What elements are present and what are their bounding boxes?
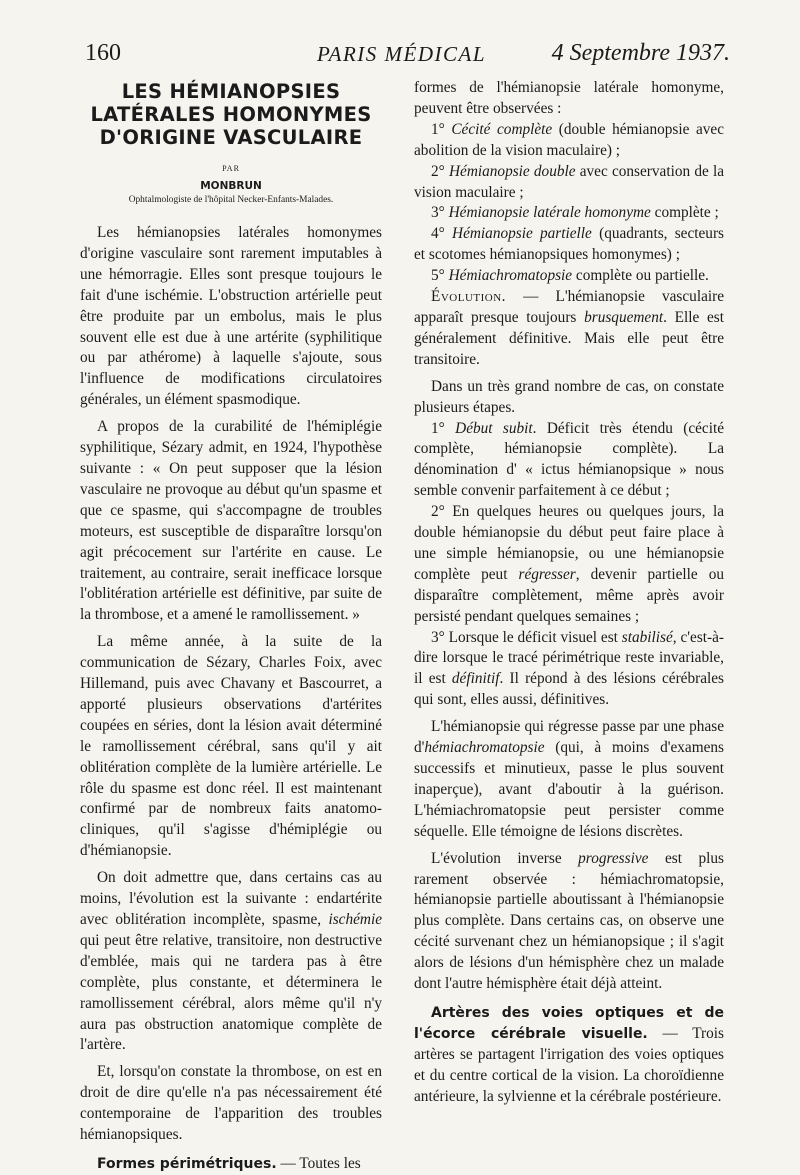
article-title: LES HÉMIANOPSIES LATÉRALES HOMONYMES D'ORIGINE VASCULAIRE <box>90 80 372 149</box>
section-heading: Évolution. <box>431 288 506 306</box>
stage-2: 2° En quelques heures ou quelques jours, la double hémianopsie du début peut faire place à une simple hémianopsie, ou une hémianopsie complète peut régresser, devenir partielle ou disparaître complètement, même après avoir persisté pendant quelques semaines ; <box>414 503 724 625</box>
list-item: 2° Hémianopsie double avec conservation de la vision maculaire ; <box>414 162 724 201</box>
page-number: 160 <box>85 40 121 66</box>
paragraph-intro: Les hémianopsies latérales homonymes d'origine vasculaire sont rarement imputables à une hémorragie. Elles sont presque toujours le fait d'une ischémie. L'obstruction artérielle peut être produite par un embolus, mais le plus souvent elle est due à une artérite (syphilitique ou par athérome) à laquelle s'ajoute, sous l'influence de modifications circulatoires générales, un élément spasmodique. <box>80 224 382 409</box>
left-column <box>80 78 382 1175</box>
section-heading: Formes périmétriques. <box>97 1155 277 1172</box>
stage-1: 1° Début subit. Déficit très étendu (cécité complète, hémianopsie complète). La dénomination d' « ictus hémianopsique » nous semble convenir parfaitement à ce début ; <box>414 419 724 500</box>
list-item: 5° Hémiachromatopsie complète ou partielle. <box>431 267 709 285</box>
byline: PAR <box>222 164 240 173</box>
list-item: 4° Hémianopsie partielle (quadrants, secteurs et scotomes hémianopsiques homonymes) ; <box>414 225 724 264</box>
stage-3: 3° Lorsque le déficit visuel est stabilisé, c'est-à-dire lorsque le tracé périmétrique reste invariable, il est définitif. Il répond à des lésions cérébrales qui sont, elles aussi, définitives. <box>414 628 724 709</box>
journal-title: PARIS MÉDICAL <box>317 42 487 66</box>
right-column <box>414 78 724 1108</box>
paragraph-continuation: formes de l'hémianopsie latérale homonyme, peuvent être observées : <box>414 79 724 117</box>
paragraph-progressive: L'évolution inverse progressive est plus rarement observée : hémiachromatopsie, hémianopsie partielle aboutissant à l'hémianopsie plus complète. Dans certains cas, on observe une cécité survenant chez un hémianopsique ; il s'agit alors de lésions d'un hémisphère chez un malade dont l'autre hémisphère était déjà atteint. <box>414 849 724 993</box>
section-formes-perimetriques: Formes périmétriques. — Toutes les <box>97 1154 361 1172</box>
paragraph-sezary: A propos de la curabilité de l'hémiplégie syphilitique, Sézary admit, en 1924, l'hypothèse suivante : « On peut supposer que la lésion vasculaire ne provoque au début qu'un spasme et que ce spasme, qui s'accompagne de troubles moteurs, est susceptible de disparaître lorsqu'on agit précocement sur l'artérite en cause. Le traitement, au contraire, serait inefficace lorsque l'oblitération artérielle est définitive, par suite de la thrombose, et a amené le ramollissement. » <box>80 418 382 624</box>
page-header <box>85 40 730 74</box>
paragraph-foix: La même année, à la suite de la communication de Sézary, Charles Foix, avec Hillemand, puis avec Chavany et Bascourret, a apporté plusieurs observations d'artérites coupées en séries, dont la lésion avait déterminé le ramollissement cérébral, sans qu'il y ait oblitération complète de la lumière artérielle. Le rôle du spasme est donc réel. Il est maintenant confirmé par de nombreux faits anatomo-cliniques, qu'il s'agisse d'hémiplégie ou d'hémianopsie. <box>80 633 382 860</box>
list-item: 3° Hémianopsie latérale homonyme complète ; <box>431 204 719 222</box>
author-name: MONBRUN <box>200 180 262 192</box>
section-evolution: Évolution. — L'hémianopsie vasculaire apparaît presque toujours brusquement. Elle est généralement définitive. Mais elle peut être transitoire. <box>414 288 724 368</box>
paragraph-thrombosis: Et, lorsqu'on constate la thrombose, on est en droit de dire qu'elle n'a pas nécessairement été contemporaine de l'apparition des troubles hémianopsiques. <box>80 1063 382 1144</box>
list-item: 1° Cécité complète (double hémianopsie avec abolition de la vision maculaire) ; <box>414 120 724 159</box>
section-arteres: Artères des voies optiques et de l'écorce cérébrale visuelle. — Trois artères se partagent l'irrigation des voies optiques et du centre cortical de la vision. La choroïdienne antérieure, la sylvienne et la cérébrale postérieure. <box>414 1004 725 1105</box>
section-heading: Artères des voies optiques et de l'écorce cérébrale visuelle. <box>414 1004 724 1042</box>
author-affiliation: Ophtalmologiste de l'hôpital Necker-Enfants-Malades. <box>128 195 334 205</box>
paragraph-regression: L'hémianopsie qui régresse passe par une phase d'hémiachromatopsie (qui, à moins d'examens successifs et minutieux, passe le plus souvent inaperçue), avant d'aboutir à la guérison. L'hémiachromatopsie peut persister comme séquelle. Elle témoigne de lésions discrètes. <box>414 718 724 840</box>
issue-date: 4 Septembre 1937. <box>551 40 730 66</box>
paragraph-etapes: Dans un très grand nombre de cas, on constate plusieurs étapes. <box>414 377 724 416</box>
paragraph-evolution-mechanism: On doit admettre que, dans certains cas au moins, l'évolution est la suivante : endartérite avec oblitération incomplète, spasme, ischémie qui peut être relative, transitoire, non destructive d'emblée, mais qui ne tardera pas à être complète, plus constante, et déterminera le ramollissement cérébral, alors même qu'il n'y aura pas obstruction anatomique complète de l'artère. <box>80 869 382 1054</box>
